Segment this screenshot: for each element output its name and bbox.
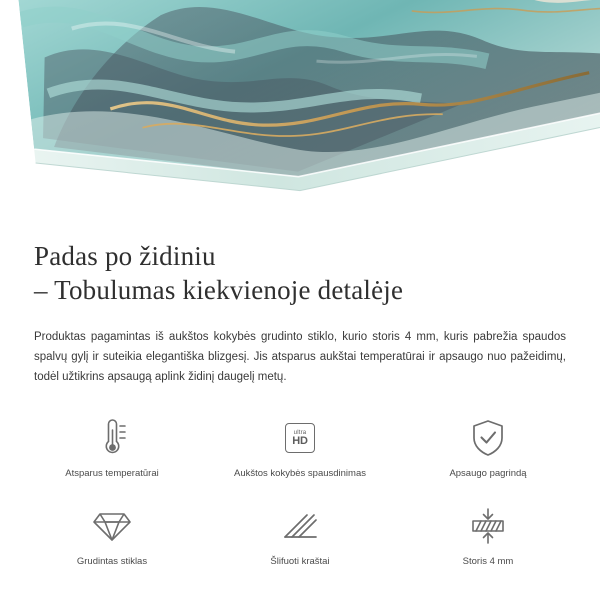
ultra-hd-icon (285, 417, 315, 459)
feature-item (18, 417, 206, 497)
shield-check-icon (470, 417, 506, 459)
ultra-hd-bottom-text: HD (292, 434, 308, 447)
description-paragraph: Produktas pagamintas iš aukštos kokybės grudinto stiklo, kurio storis 4 mm, kuris pabrežia spaudos spalvų gylį ir suteikia elegantiška blizgesį. Jis atsparus aukštai temperatūrai ir apsaugo nuo pažeidimų, todėl užtikrins apsaugą aplink židinį daugelį metų. (34, 331, 566, 383)
thermometer-icon (95, 417, 129, 459)
page-title-line-1: Padas po židiniu (34, 241, 216, 271)
ultra-hd-top-text: ultra (293, 429, 307, 436)
feature-label: Storis 4 mm (462, 556, 514, 567)
feature-label: Šlifuoti kraštai (270, 556, 330, 567)
feature-grid (0, 417, 600, 585)
feature-item (18, 505, 206, 585)
feature-item (394, 417, 582, 497)
feature-item (206, 417, 394, 497)
page-title (34, 239, 566, 307)
polished-edges-icon (281, 505, 319, 547)
marbled-glass-panel-image (0, 0, 600, 225)
feature-item (394, 505, 582, 585)
hero-image (0, 0, 600, 225)
diamond-icon (92, 505, 132, 547)
feature-label: Aukštos kokybės spausdinimas (233, 468, 366, 479)
feature-label: Apsaugo pagrindą (449, 468, 527, 479)
thickness-arrows-icon (468, 505, 508, 547)
content-block (0, 225, 600, 387)
feature-label: Atsparus temperatūrai (65, 468, 159, 479)
feature-label: Grudintas stiklas (76, 556, 148, 567)
feature-item (206, 505, 394, 585)
page-title-line-2: – Tobulumas kiekvienoje detalėje (34, 275, 404, 305)
